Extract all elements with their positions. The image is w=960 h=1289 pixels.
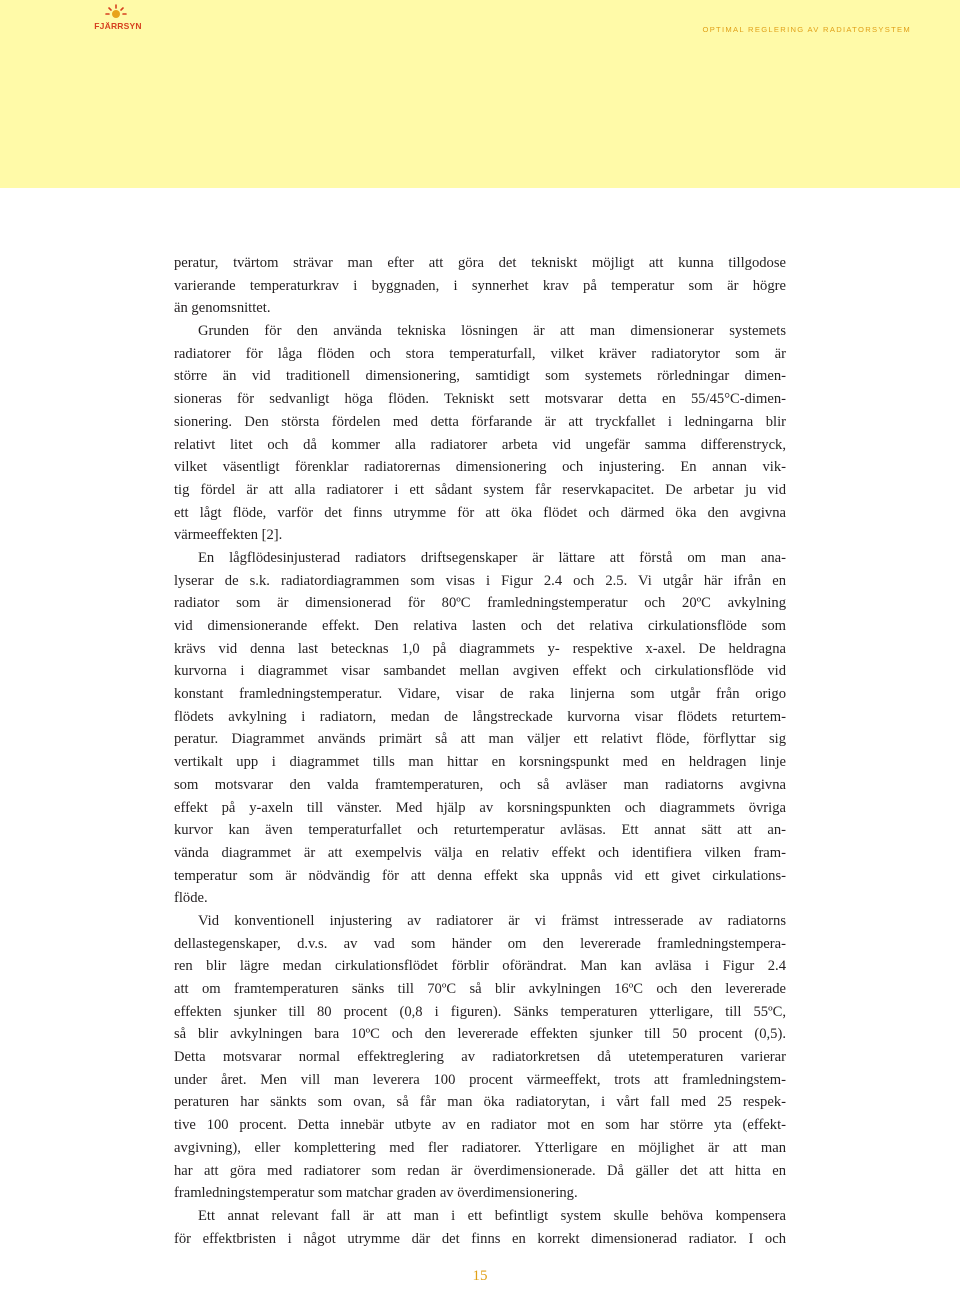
- text-line: Vid konventionell injustering av radiatorer är vi främst intresserade av radiatorns: [198, 912, 786, 929]
- text-line: En lågflödesinjusterad radiators driftsegenskaper är lättare att förstå om man ana-: [198, 549, 786, 566]
- text-line: radiatorer för låga flöden och stora temperaturfall, vilket kräver radiatorytor som är: [174, 345, 786, 362]
- text-line: sionering. Den största fördelen med detta förfarande är att tryckfallet i ledningarna blir: [174, 413, 786, 430]
- text-line: större än vid traditionell dimensionering, samtidigt som systemets rörledningar dimen-: [174, 368, 786, 385]
- text-line: radiator som är dimensionerad för 80ºC framledningstemperatur och 20ºC avkylning: [174, 595, 786, 612]
- text-line: kurvor kan även temperaturfallet och returtemperatur avläsas. Ett annat sätt att an-: [174, 822, 786, 839]
- text-line: för effektbristen i något utrymme där det finns en korrekt dimensionerad radiator. I och: [174, 1230, 786, 1247]
- text-line: ren blir lägre medan cirkulationsflödet förblir oförändrat. Man kan avläsa i Figur 2.4: [174, 958, 786, 975]
- text-line: dellastegenskaper, d.v.s. av vad som händer om den levererade framledningstempera-: [174, 935, 786, 952]
- text-line: tive 100 procent. Detta innebär utbyte av en radiator mot en som har större yta (effekt-: [174, 1117, 786, 1134]
- text-line: än genomsnittet.: [174, 300, 271, 317]
- text-line: som motsvarar den valda framtemperaturen, och så avläser man radiatorns avgivna: [174, 776, 786, 793]
- text-line: flödets avkylning i radiatorn, medan de långstreckade kurvorna visar flödets returtem-: [174, 708, 786, 725]
- text-line: ett lågt flöde, varför det finns utrymme för att öka flödet och därmed öka den avgivna: [174, 504, 786, 521]
- text-line: temperatur som är nödvändig för att denna effekt ska uppnås vid ett givet cirkulations-: [174, 867, 786, 884]
- text-line: under året. Men vill man leverera 100 procent värmeeffekt, trots att framledningstem-: [174, 1071, 786, 1088]
- text-line: värmeeffekten [2].: [174, 527, 283, 544]
- text-line: Grunden för den använda tekniska lösningen är att man dimensionerar systemets: [198, 323, 786, 340]
- text-line: kurvorna i diagrammet visar sambandet mellan avgiven effekt och cirkulationsflöde vid: [174, 663, 786, 680]
- text-line: flöde.: [174, 890, 208, 907]
- text-line: peratur. Diagrammet används primärt så att man väljer ett relativt flöde, förflyttar sig: [174, 731, 786, 748]
- running-head: OPTIMAL REGLERING AV RADIATORSYSTEM: [702, 25, 911, 34]
- text-line: har att göra med radiatorer som redan är överdimensionerade. Då gäller det att hitta en: [174, 1162, 786, 1179]
- text-line: relativt litet och då kommer alla radiatorer arbeta vid ungefär samma differenstryck,: [174, 436, 786, 453]
- text-line: tig fördel är att alla radiatorer i ett sådant system får reservkapacitet. De arbetar ju vid: [174, 481, 786, 498]
- text-line: peraturen har sänkts som ovan, så får man öka radiatorytan, i vårt fall med 25 respek-: [174, 1094, 786, 1111]
- text-line: lyserar de s.k. radiatordiagrammen som visas i Figur 2.4 och 2.5. Vi utgår här ifrån en: [174, 572, 786, 589]
- text-line: framledningstemperatur som matchar graden av överdimensionering.: [174, 1185, 578, 1202]
- text-line: vid dimensionerande effekt. Den relativa lasten och det relativa cirkulationsflöde som: [174, 618, 786, 634]
- text-line: sioneras för sedvanligt höga flöden. Tekniskt sett motsvarar detta en 55/45°C-dimen-: [174, 391, 786, 408]
- text-line: att om framtemperaturen sänks till 70ºC så blir avkylningen 16ºC och den levererade: [174, 981, 786, 997]
- text-line: så blir avkylningen bara 10ºC och den levererade effekten sjunker till 50 procent (0,5).: [174, 1026, 786, 1043]
- body-text: [174, 252, 786, 1250]
- text-line: varierande temperaturkrav i byggnaden, i synnerhet krav på temperatur som är högre: [174, 277, 786, 294]
- text-line: effekten sjunker till 80 procent (0,8 i figuren). Sänks temperaturen ytterligare, till 55ºC,: [174, 1003, 786, 1020]
- sun-icon: [100, 4, 132, 22]
- text-line: peratur, tvärtom strävar man efter att göra det tekniskt möjligt att kunna tillgodose: [174, 255, 786, 271]
- text-line: avgivning), eller komplettering med fler radiatorer. Ytterligare en möjlighet är att man: [174, 1139, 786, 1156]
- header-band: [0, 0, 960, 188]
- text-line: vertikalt upp i diagrammet tills man hittar en korsningspunkt med en heldragen linje: [174, 754, 786, 771]
- text-line: Ett annat relevant fall är att man i ett befintligt system skulle behöva kompensera: [198, 1207, 786, 1224]
- text-line: vända diagrammet är att exempelvis välja en relativ effekt och identifiera vilken fram-: [174, 844, 786, 861]
- text-line: vilket väsentligt förenklar radiatorernas dimensionering och injustering. En annan vik-: [174, 459, 786, 476]
- text-line: Detta motsvarar normal effektreglering av radiatorkretsen då utetemperaturen varierar: [174, 1049, 786, 1066]
- text-line: effekt på y-axeln till vänster. Med hjälp av korsningspunkten och diagrammets övriga: [174, 799, 786, 816]
- text-line: krävs vid denna last betecknas 1,0 på diagrammets y- respektive x-axel. De heldragna: [174, 640, 786, 657]
- text-line: konstant framledningstemperatur. Vidare, visar de raka linjerna som utgår från origo: [174, 686, 786, 703]
- fjarrsyn-logo: [86, 4, 146, 38]
- logo-text: FJÄRRSYN: [94, 21, 142, 31]
- page-number: 15: [472, 1268, 488, 1284]
